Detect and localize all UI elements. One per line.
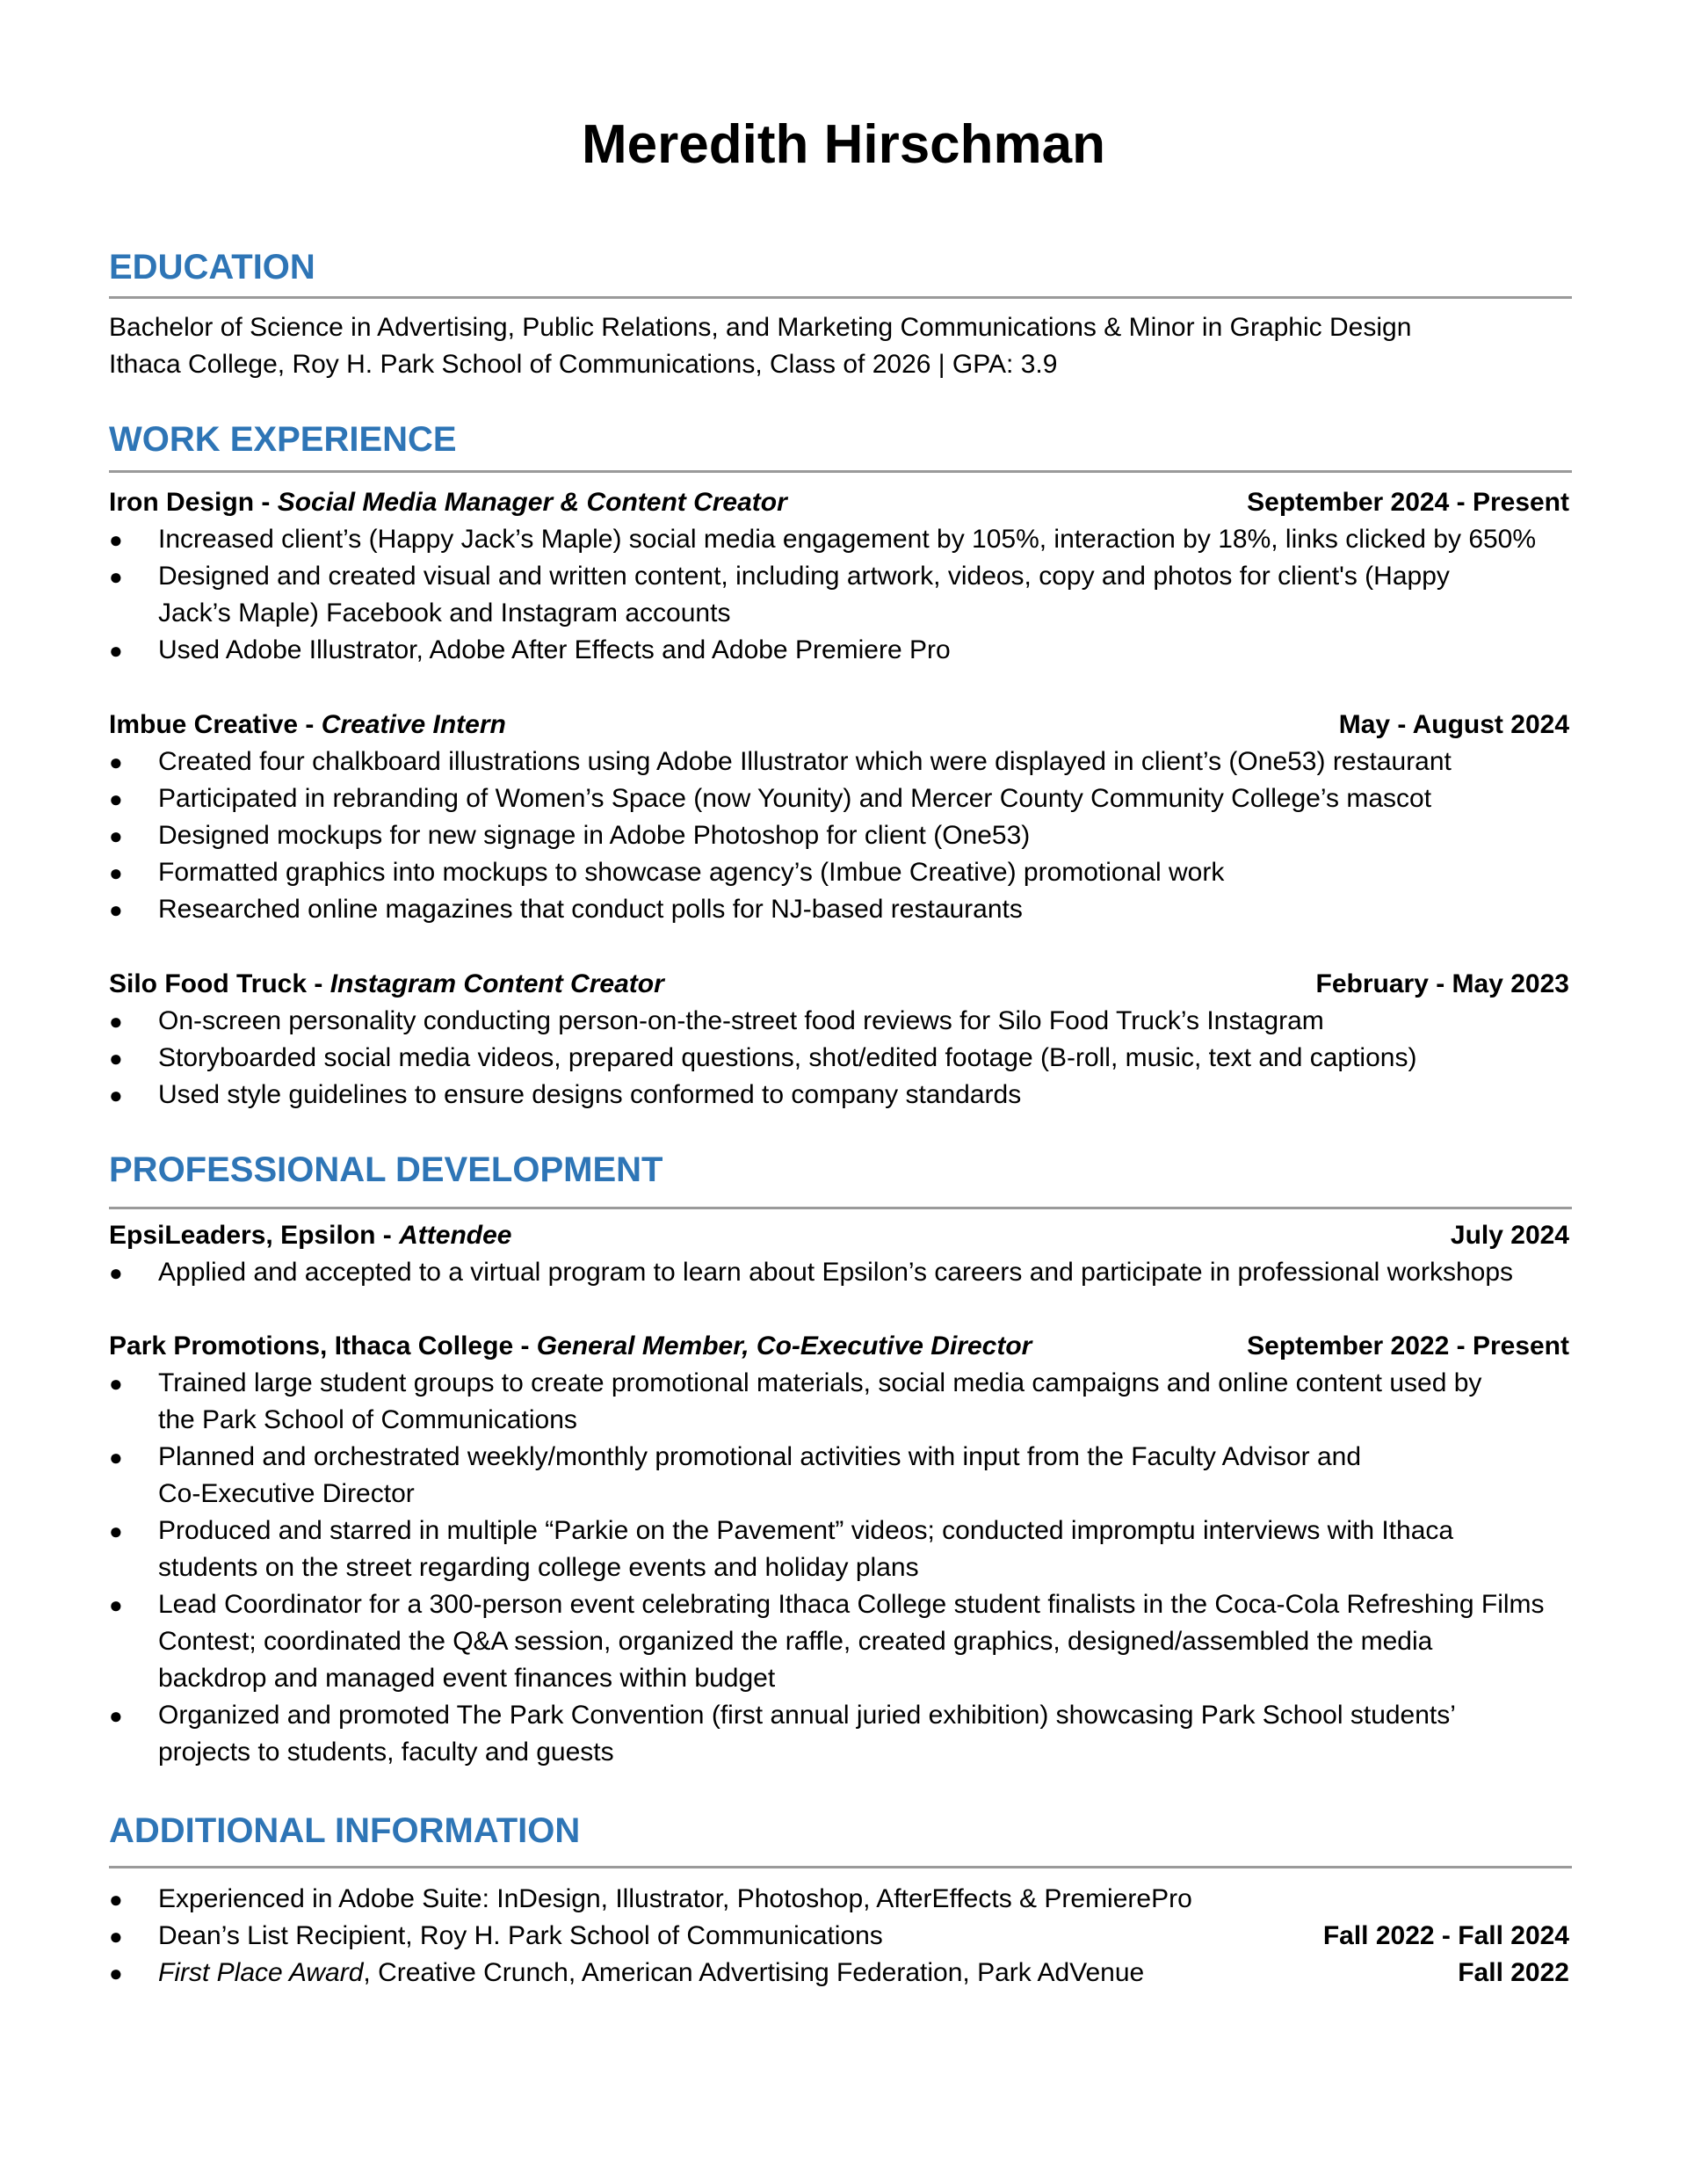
activity-org: Park Promotions, Ithaca College	[109, 1331, 514, 1360]
activity-bullet: Lead Coordinator for a 300-person event celebrating Ithaca College student finalists in the Coca-Cola Refreshing Films	[158, 1590, 1545, 1619]
bullet-icon: ●	[109, 823, 123, 849]
activity-sep: -	[375, 1221, 400, 1250]
job-bullet: Participated in rebranding of Women’s Space (now Younity) and Mercer County Community College’s mascot	[158, 784, 1432, 813]
bullet-icon: ●	[109, 896, 123, 923]
bullet-icon: ●	[109, 1444, 123, 1470]
job-dates: September 2024 - Present	[1247, 488, 1569, 517]
activity-bullet: Trained large student groups to create promotional materials, social media campaigns and online content used by	[158, 1368, 1482, 1397]
job-role: Social Media Manager & Content Creator	[277, 488, 787, 517]
activity-bullet: Applied and accepted to a virtual program to learn about Epsilon’s careers and participate in professional workshops	[158, 1258, 1514, 1287]
activity-bullet-continued: students on the street regarding college events and holiday plans	[158, 1553, 919, 1582]
education-school: Ithaca College, Roy H. Park School of Communications, Class of 2026 | GPA: 3.9	[109, 350, 1058, 379]
job-sep: -	[254, 488, 278, 517]
job-org: Iron Design	[109, 488, 255, 517]
job-title-line	[109, 966, 664, 1003]
activity-title-line	[109, 1217, 511, 1254]
section-divider	[109, 1866, 1572, 1868]
activity-dates: July 2024	[1450, 1221, 1569, 1250]
section-heading-additional-information: ADDITIONAL INFORMATION	[109, 1811, 581, 1850]
job-dates: May - August 2024	[1338, 710, 1569, 739]
education-degree: Bachelor of Science in Advertising, Public Relations, and Marketing Communications & Minor in Graphic Design	[109, 313, 1412, 342]
additional-item-dates: Fall 2022 - Fall 2024	[1322, 1921, 1569, 1950]
bullet-icon: ●	[109, 526, 123, 553]
activity-role: Attendee	[399, 1221, 512, 1250]
activity-role: General Member, Co-Executive Director	[536, 1331, 1032, 1360]
activity-bullet: Organized and promoted The Park Convention (first annual juried exhibition) showcasing Park School students’	[158, 1701, 1456, 1730]
section-divider	[109, 1207, 1572, 1209]
job-org: Imbue Creative	[109, 710, 299, 739]
bullet-icon: ●	[109, 1259, 123, 1286]
award-name: First Place Award	[158, 1958, 364, 1987]
bullet-icon: ●	[109, 1960, 123, 1986]
job-dates: February - May 2023	[1315, 969, 1569, 998]
bullet-icon: ●	[109, 1045, 123, 1071]
activity-dates: September 2022 - Present	[1247, 1331, 1569, 1360]
activity-bullet-continued: the Park School of Communications	[158, 1405, 577, 1434]
job-org: Silo Food Truck	[109, 969, 308, 998]
job-role: Instagram Content Creator	[329, 969, 664, 998]
job-bullet: Designed mockups for new signage in Adobe Photoshop for client (One53)	[158, 821, 1031, 850]
job-bullet: Used Adobe Illustrator, Adobe After Effects and Adobe Premiere Pro	[158, 635, 951, 664]
activity-title-line	[109, 1328, 1032, 1365]
bullet-icon: ●	[109, 637, 123, 664]
award-details: , Creative Crunch, American Advertising Federation, Park AdVenue	[363, 1958, 1145, 1987]
job-bullet: Storyboarded social media videos, prepared questions, shot/edited footage (B-roll, music, text and captions)	[158, 1043, 1417, 1072]
activity-bullet: Produced and starred in multiple “Parkie on the Pavement” videos; conducted impromptu interviews with Ithaca	[158, 1516, 1454, 1545]
job-title-line	[109, 707, 506, 744]
section-divider	[109, 296, 1572, 299]
candidate-name: Meredith Hirschman	[581, 114, 1106, 175]
job-bullet: Created four chalkboard illustrations using Adobe Illustrator which were displayed in client’s (One53) restaurant	[158, 747, 1452, 776]
bullet-icon: ●	[109, 1518, 123, 1544]
bullet-icon: ●	[109, 563, 123, 590]
job-bullet: Researched online magazines that conduct polls for NJ-based restaurants	[158, 895, 1023, 924]
activity-bullet-continued: backdrop and managed event finances within budget	[158, 1664, 776, 1693]
bullet-icon: ●	[109, 1702, 123, 1729]
activity-bullet: Planned and orchestrated weekly/monthly promotional activities with input from the Faculty Advisor and	[158, 1442, 1362, 1471]
job-bullet-continued: Jack’s Maple) Facebook and Instagram accounts	[158, 599, 731, 628]
section-heading-education: EDUCATION	[109, 248, 315, 287]
activity-bullet-continued: projects to students, faculty and guests	[158, 1738, 614, 1767]
job-title-line	[109, 484, 787, 521]
job-bullet: On-screen personality conducting person-on-the-street food reviews for Silo Food Truck’s Instagram	[158, 1006, 1324, 1035]
bullet-icon: ●	[109, 1886, 123, 1912]
activity-bullet-continued: Co-Executive Director	[158, 1479, 415, 1508]
job-bullet: Increased client’s (Happy Jack’s Maple) social media engagement by 105%, interaction by 18%, links clicked by 650%	[158, 525, 1537, 554]
section-divider	[109, 470, 1572, 473]
bullet-icon: ●	[109, 1592, 123, 1618]
bullet-icon: ●	[109, 1008, 123, 1034]
bullet-icon: ●	[109, 1370, 123, 1397]
job-bullet: Used style guidelines to ensure designs conformed to company standards	[158, 1080, 1022, 1109]
bullet-icon: ●	[109, 749, 123, 775]
job-sep: -	[307, 969, 330, 998]
job-bullet: Formatted graphics into mockups to showcase agency’s (Imbue Creative) promotional work	[158, 858, 1225, 887]
activity-bullet-continued: Contest; coordinated the Q&A session, organized the raffle, created graphics, designed/assembled the media	[158, 1627, 1433, 1656]
bullet-icon: ●	[109, 1923, 123, 1949]
section-heading-professional-development: PROFESSIONAL DEVELOPMENT	[109, 1150, 663, 1189]
additional-item-dates: Fall 2022	[1458, 1958, 1569, 1987]
bullet-icon: ●	[109, 860, 123, 886]
bullet-icon: ●	[109, 1082, 123, 1108]
section-heading-work-experience: WORK EXPERIENCE	[109, 420, 457, 459]
job-bullet: Designed and created visual and written content, including artwork, videos, copy and photos for client's (Happy	[158, 562, 1450, 591]
job-role: Creative Intern	[321, 710, 506, 739]
bullet-icon: ●	[109, 786, 123, 812]
activity-org: EpsiLeaders, Epsilon	[109, 1221, 376, 1250]
additional-item: Experienced in Adobe Suite: InDesign, Illustrator, Photoshop, AfterEffects & PremierePro	[158, 1884, 1192, 1913]
activity-sep: -	[513, 1331, 537, 1360]
additional-item: Dean’s List Recipient, Roy H. Park School of Communications	[158, 1921, 883, 1950]
job-sep: -	[298, 710, 322, 739]
